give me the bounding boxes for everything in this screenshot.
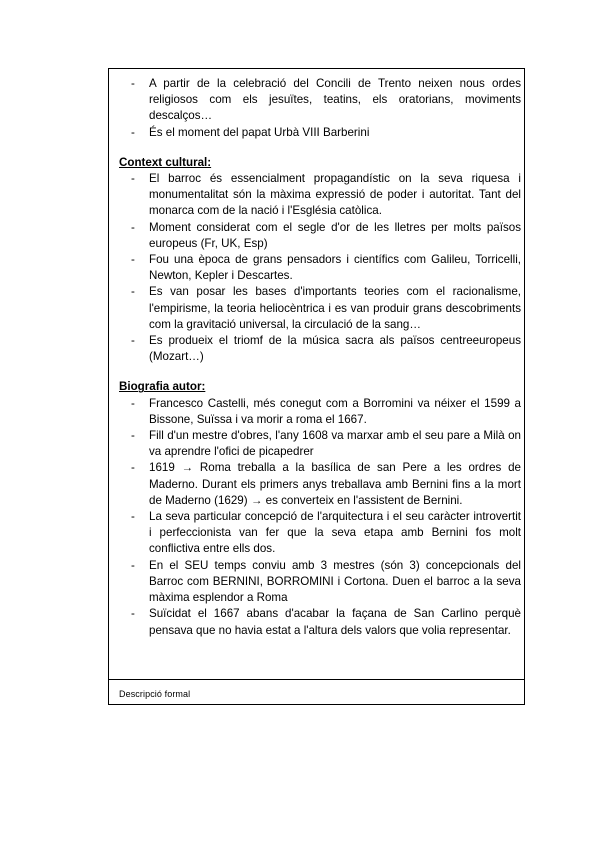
context-heading: Context cultural: xyxy=(119,155,212,169)
bullet-dash: - xyxy=(131,77,135,90)
biography-heading: Biografia autor: xyxy=(119,380,206,394)
list-item: - El barroc és essencialment propagandístic on la seva riquesa i monumentalitat són la màxima expressió de poder i autoritat. Tant del monarca com de la nació i l'Església catòlica. xyxy=(131,172,521,218)
list-item: - Es produeix el triomf de la música sacra als països centreeuropeus (Mozart…) xyxy=(131,334,521,364)
list-item: - Fill d'un mestre d'obres, l'any 1608 va marxar amb el seu pare a Milà on va aprendre l'ofici de picapedrer xyxy=(131,429,521,459)
bullet-dash: - xyxy=(131,510,135,524)
bullet-dash: - xyxy=(131,125,135,139)
intro-list xyxy=(119,76,521,141)
list-item: - Es van posar les bases d'importants teories com el racionalisme, l'empirisme, la teoria heliocèntrica i es van produir grans descobriments com la gravitació universal, la circulació de la sang… xyxy=(131,285,521,331)
context-list xyxy=(119,171,521,365)
content-cell xyxy=(109,69,524,680)
bullet-dash: - xyxy=(131,607,135,621)
bullet-dash: - xyxy=(131,558,135,572)
bullet-dash: - xyxy=(131,285,135,299)
bullet-dash: - xyxy=(131,172,135,186)
list-item: - A partir de la celebració del Concili de Trento neixen nous ordes religiosos com els jesuïtes, teatins, els oratorians, moviments descalços… xyxy=(131,77,521,123)
list-item: - Francesco Castelli, més conegut com a Borromini va néixer el 1599 a Bissone, Suïssa i va morir a roma el 1667. xyxy=(131,396,521,426)
list-item: - És el moment del papat Urbà VIII Barberini xyxy=(119,125,521,141)
biography-list xyxy=(119,396,521,639)
list-item: - En el SEU temps conviu amb 3 mestres (són 3) concepcionals del Barroc com BERNINI, BORROMINI i Cortona. Duen el barroc a la seva màxima esplendor a Roma xyxy=(131,558,521,605)
bullet-dash: - xyxy=(131,253,135,267)
document-table xyxy=(108,68,525,705)
list-item: - La seva particular concepció de l'arquitectura i el seu caràcter introvertit i perfeccionista van fer que la seva etapa amb Bernini fos molt conflictiva entre ells dos. xyxy=(131,510,521,556)
bullet-dash: - xyxy=(131,429,135,443)
list-item: - Fou una època de grans pensadors i científics com Galileu, Torricelli, Newton, Kepler i Descartes. xyxy=(131,253,521,283)
list-item: - 1619 → Roma treballa a la basílica de san Pere a les ordres de Maderno. Durant els primers anys treballava amb Bernini fins a la mort de Maderno (1629) → es converteix en l'assistent de Bernini. xyxy=(131,461,521,507)
bullet-dash: - xyxy=(131,220,135,234)
list-item: - Moment considerat com el segle d'or de les lletres per molts països europeus (Fr, UK, Esp) xyxy=(131,220,521,250)
list-item: - Suïcidat el 1667 abans d'acabar la façana de San Carlino perquè pensava que no havia estat a l'altura dels valors que volia representar. xyxy=(131,607,521,637)
bullet-dash: - xyxy=(131,396,135,410)
footer-cell: Descripció formal xyxy=(119,689,191,699)
bullet-dash: - xyxy=(131,461,135,475)
bullet-dash: - xyxy=(131,334,135,348)
